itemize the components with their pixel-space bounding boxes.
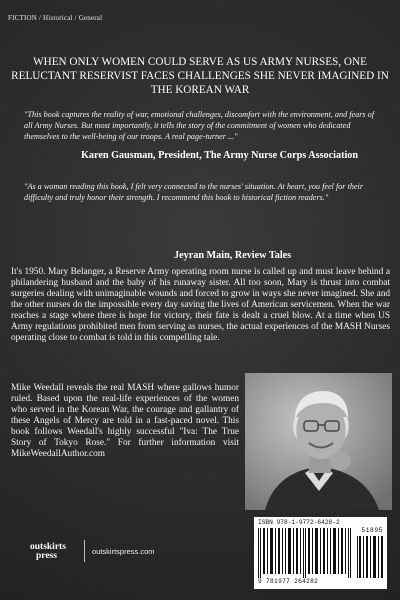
barcode-addon-icon — [357, 536, 383, 578]
review-quote-1: "This book captures the reality of war, emotional challenges, discomfort with the environment, and fears of all Army Nurses. But most importantly, it tells the story of the commitment of women who dedicated themselves to the well-being of our troops. A real page-turner ..." — [24, 110, 375, 141]
genre-label: FICTION / Historical / General — [8, 14, 103, 22]
isbn-barcode — [254, 517, 387, 589]
publisher-logo-top: outskirts — [30, 542, 66, 552]
review-attribution-2: Jeyran Main, Review Tales — [174, 250, 292, 261]
author-bio: Mike Weedall reveals the real MASH where gallows humor ruled. Based upon the real-life experiences of the women who served in the Korean War, the courage and gallantry of these Angels of Mercy are told in a fast-paced novel. This book follows Weedall's highly successful "Iva: The True Story of Tokyo Rose." For further information visit MikeWeedallAuthor.com — [11, 383, 239, 459]
isbn-number: ISBN 978-1-9772-6428-2 — [258, 519, 340, 526]
review-quote-2: "As a woman reading this book, I felt very connected to the nurses' situation. At heart, you feel for their difficulty and truly honor their strength. I recommend this book to historical fiction readers." — [24, 182, 364, 202]
barcode-icon — [258, 528, 354, 578]
publisher-logo — [30, 543, 76, 561]
publisher-logo-bottom: press — [36, 551, 57, 561]
review-attribution-1: Karen Gausman, President, The Army Nurse Corps Association — [81, 150, 359, 161]
book-description: It's 1950. Mary Belanger, a Reserve Army operating room nurse is called up and must leave behind a philandering husband and the baby of his runaway sister. All too soon, Mary is thrust into combat surgeries dealing with unimaginable wounds and forced to grow in ways she never imagined. She and the other nurses do the impossible every day saving the lives of American servicemen. When the war reaches a stage where there is hope for victory, their fate is dealt a cruel blow. At a time when US Army regulations prohibited men from serving as nurses, the actual experiences of the MASH Nurses operating close to combat is told in this compelling tale. — [11, 267, 390, 343]
publisher-divider — [84, 540, 85, 562]
author-photo — [245, 373, 392, 510]
ean-number: 9 781977 264282 — [258, 578, 319, 585]
author-portrait-icon — [245, 373, 392, 510]
publisher-website: outskirtspress.com — [92, 547, 155, 556]
barcode-addon-number: 51895 — [361, 527, 383, 534]
headline: WHEN ONLY WOMEN COULD SERVE AS US ARMY NURSES, ONE RELUCTANT RESERVIST FACES CHALLENGES SHE NEVER IMAGINED IN THE KOREAN WAR — [11, 56, 389, 96]
